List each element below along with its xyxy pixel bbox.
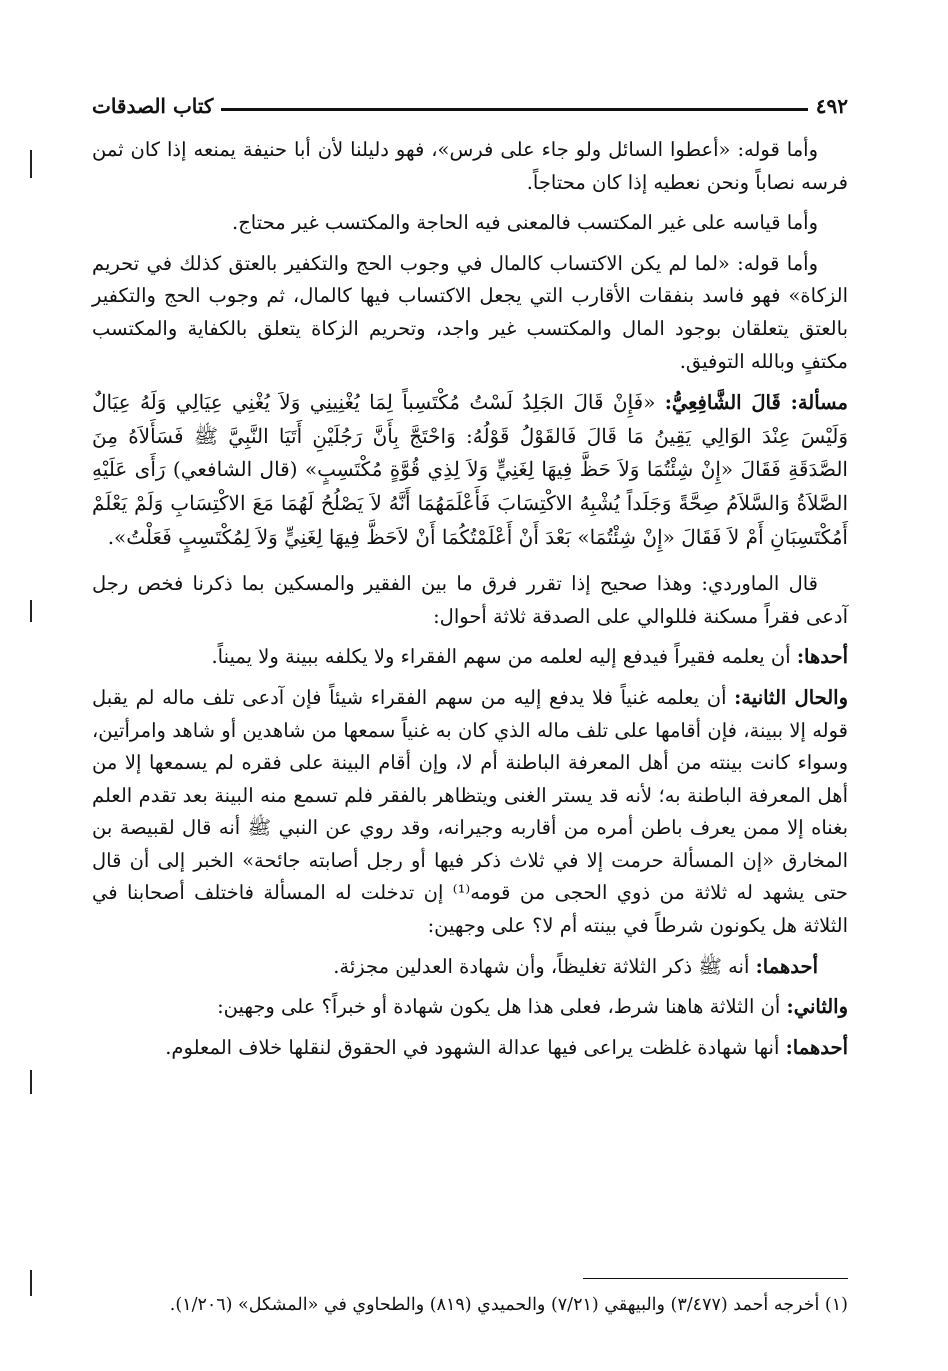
masala-paragraph: [92, 386, 848, 554]
paragraph: والثاني: أن الثلاثة هاهنا شرط، فعلى هذا هل يكون شهادة أو خبراً؟ على وجهين:: [217, 995, 848, 1019]
page-number: ٤٩٢: [815, 94, 848, 118]
matn-text: «فَإِنْ قَالَ الجَلِدُ لَسْتُ مُكْتَسِباً لِمَا يُغْنِينِي وَلاَ يُغْنِي عِيَالِي وَلَهُ عِيَالٌ وَلَيْسَ عِنْدَ الوَالِي يَقِينُ مَا قَالَ فَالقَوْلُ قَوْلُهُ: وَاحْتَجَّ بِأَنَّ رَجُلَيْنِ أَتَيَا النَّبِيَّ ﷺ فَسَأَلاَهُ مِنَ الصَّدَقَةِ فَقَالَ «إِنْ شِئْتُمَا وَلاَ حَظَّ فِيهَا لِغَنِيٍّ وَلاَ لِذِي قُوَّةٍ مُكْتَسِبٍ» (قال الشافعي) رَأَى عَلَيْهِ الصَّلاَةُ وَالسَّلاَمُ صِحَّةً وَجَلَداً يُشْبِهُ الاكْتِسَابَ فَأَعْلَمَهُمَا أَنَّهُ لاَ يَصْلُحُ لَهُمَا مَعَ الاكْتِسَابِ وَلَمْ يَعْلَمْ أَمُكْتَسِبَانِ أَمْ لاَ فَقَالَ «إِنْ شِئْتُمَا» بَعْدَ أَنْ أَعْلَمْتُكُمَا أَنْ لاَحَظَّ فِيهَا لِغَنِيٍّ وَلاَ لِمُكْتَسِبٍ فَعَلْتُ».: [92, 390, 849, 549]
paragraph: أحدهما: أنها شهادة غلظت يراعى فيها عدالة الشهود في الحقوق لنقلها خلاف المعلوم.: [165, 1035, 848, 1059]
running-header: [92, 78, 848, 118]
margin-tick: [30, 600, 32, 622]
paragraph-lead: أحدهما:: [785, 1035, 848, 1059]
paragraph: وأما قوله: «أعطوا السائل ولو جاء على فرس»، فهو دليلنا لأن أبا حنيفة يمنعه إذا كان ثمن فرسه نصاباً ونحن نعطيه إذا كان محتاجاً.: [92, 138, 848, 194]
paragraph: وأما قوله: «لما لم يكن الاكتساب كالمال في وجوب الحج والتكفير بالعتق كذلك في تحريم الزكاة» فهو فاسد بنفقات الأقارب التي يجعل الاكتساب فيها كالمال، ثم وجوب الحج والتكفير بالعتق يتعلقان بوجود المال والمكتسب غير واجد، وتحريم الزكاة يتعلق بالكفاية والمكتسب مكتفٍ وبالله التوفيق.: [92, 251, 848, 373]
page-body: [92, 134, 848, 1072]
masala-label: مسألة: قَالَ الشَّافِعِيُّ:: [664, 391, 848, 415]
footnote-rule: [583, 1278, 848, 1279]
footnote: (١) أخرجه أحمد (٣/٤٧٧) والبيهقي (٧/٢١) والحميدي (٨١٩) والطحاوي في «المشكل» (١/٢٠٦).: [169, 1295, 848, 1315]
paragraph: قال الماوردي: وهذا صحيح إذا تقرر فرق ما بين الفقير والمسكين بما ذكرنا فخص رجل آدعى فقراً مسكنة فللوالي على الصدقة ثلاثة أحوال:: [92, 572, 848, 628]
paragraph-lead: أحدهما:: [755, 954, 818, 978]
header-rule: [221, 108, 807, 111]
paragraph: وأما قياسه على غير المكتسب فالمعنى فيه الحاجة والمكتسب غير محتاج.: [232, 211, 818, 235]
margin-tick: [30, 1270, 32, 1296]
paragraph-lead: والثاني:: [786, 995, 848, 1019]
paragraph: أحدهما: أنه ﷺ ذكر الثلاثة تغليظاً، وأن شهادة العدلين مجزئة.: [333, 954, 818, 978]
paragraph: أحدها: أن يعلمه فقيراً فيدفع إليه لعلمه من سهم الفقراء ولا يكلفه ببينة ولا يميناً.: [211, 645, 848, 669]
margin-tick: [30, 1070, 32, 1094]
margin-tick: [30, 150, 32, 178]
book-title: كتاب الصدقات: [92, 94, 214, 118]
paragraph-lead: أحدها:: [796, 645, 848, 669]
paragraph: والحال الثانية: أن يعلمه غنياً فلا يدفع إليه من سهم الفقراء شيئاً فإن آدعى تلف ماله لم يقبل قوله إلا ببينة، فإن أقامها على تلف ماله الذي كان به غنياً سمعها من شاهدين أو شاهد وامرأتين، وسواء كانت بينته من أهل المعرفة الباطنة أم لا، وإن أقام البينة على فقره لم يسمعها إلا من أهل المعرفة الباطنة به؛ لأنه قد يستر الغنى ويتظاهر بالفقر فلم تسمع منه البينة بعد تقدم العلم بغناه إلا ممن يعرف باطن أمره من أقاربه وجيرانه، وقد روي عن النبي ﷺ أنه قال لقبيصة بن المخارق «إن المسألة حرمت إلا في ثلاث ذكر فيها أو رجل أصابته جائحة» الخبر إلى أن قال حتى يشهد له ثلاثة من ذوي الحجى من قومه⁽¹⁾ إن تدخلت له المسألة فاختلف أصحابنا في الثلاثة هل يكونون شرطاً في بينته أم لا؟ على وجهين:: [92, 685, 848, 938]
paragraph-lead: والحال الثانية:: [734, 685, 848, 709]
